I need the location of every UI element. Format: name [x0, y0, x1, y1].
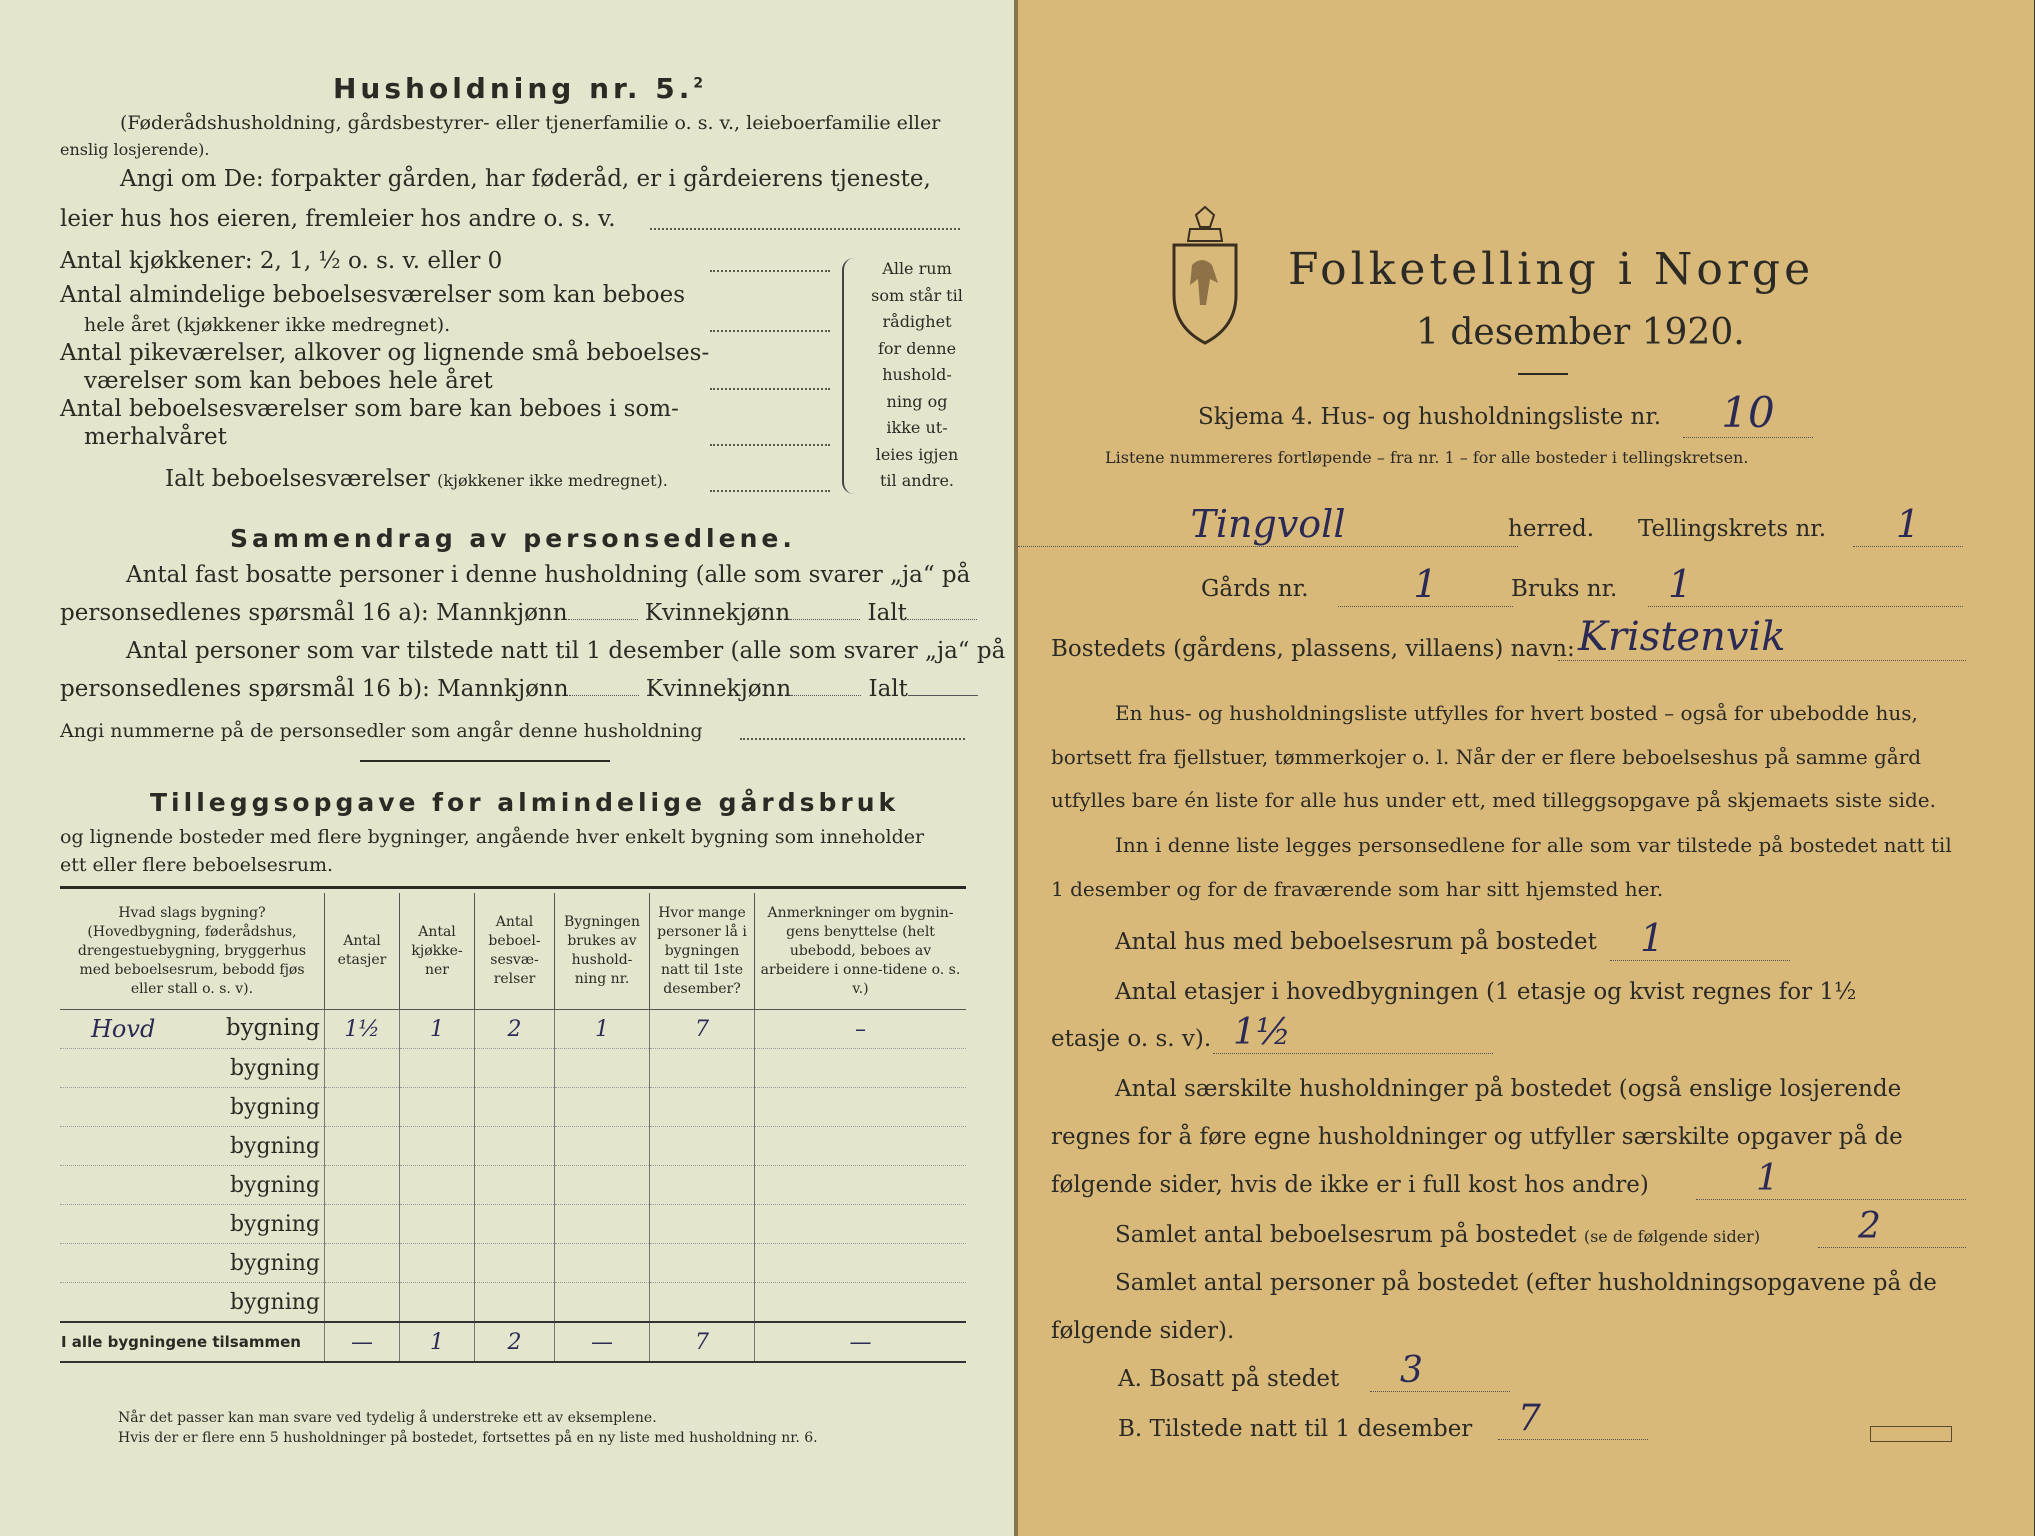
col-remarks: Anmerkninger om bygnin-gens benyttelse (helt ubebodd, beboes av arbeidere i onne-tidene o. s. v.) [755, 893, 967, 1010]
rooms-side-note: Alle rum som står til rådighet for denne hushold- ning og ikke ut- leies igjen til andre. [871, 259, 963, 490]
summary-line-1: Antal fast bosatte personer i denne husholdning (alle som svarer „ja“ på [126, 562, 971, 588]
info-line-5: 1 desember og for de fraværende som har sitt hjemsted her. [1051, 877, 1664, 901]
krets-value: 1 [1853, 502, 1963, 547]
gards-label: Gårds nr. [1201, 576, 1309, 602]
census-date: 1 desember 1920. [1416, 312, 1745, 353]
skjema-line: Skjema 4. Hus- og husholdningsliste nr. [1198, 404, 1662, 430]
q-etasjer-value: 1½ [1213, 1012, 1493, 1054]
q-bosatt: A. Bosatt på stedet [1118, 1366, 1340, 1392]
q-etasjer-2: etasje o. s. v). [1051, 1026, 1212, 1052]
tillegg-text-2: ett eller flere beboelsesrum. [60, 854, 334, 876]
table-total-row: I alle bygningene tilsammen — 1 2 — 7 — [60, 1322, 966, 1362]
q-pers-1: Samlet antal personer på bostedet (efter husholdningsopgavene på de [1115, 1270, 1937, 1296]
summary-title: Sammendrag av personsedlene. [230, 524, 796, 553]
q-rum-value: 2 [1818, 1206, 1966, 1248]
summary-line-2: personsedlenes spørsmål 16 a): Mannkjønn Kvinnekjønn Ialt [60, 600, 977, 626]
q-etasjer-1: Antal etasjer i hovedbygningen (1 etasje og kvist regnes for 1½ [1115, 979, 1857, 1005]
rooms-summer: Antal beboelsesværelser som bare kan beboes i som- [60, 396, 679, 422]
rooms-ordinary: Antal almindelige beboelsesværelser som kan beboes [60, 282, 686, 308]
q-hush-1: Antal særskilte husholdninger på bostedet (også enslige losjerende [1115, 1076, 1902, 1102]
rooms-summer-2: merhalvåret [84, 424, 227, 450]
angi-answer-line [650, 228, 960, 230]
rooms-small: Antal pikeværelser, alkover og lignende små beboelses- [60, 340, 710, 366]
krets-label: Tellingskrets nr. [1638, 516, 1827, 542]
table-row: bygning [60, 1088, 966, 1127]
q-hush-value: 1 [1696, 1158, 1966, 1200]
printer-mark [1870, 1426, 1952, 1442]
skjema-number: 10 [1683, 388, 1813, 438]
household-title: Husholdning nr. 5.$^2$ [333, 72, 708, 105]
tillegg-title: Tilleggsopgave for almindelige gårdsbruk [150, 788, 900, 817]
left-page [0, 0, 1016, 1536]
q-hus-value: 1 [1610, 916, 1790, 961]
q-bosatt-value: 3 [1370, 1350, 1510, 1392]
bruks-value: 1 [1648, 562, 1963, 607]
building-table [60, 893, 966, 1363]
footnote-1: Når det passer kan man svare ved tydelig å understreke ett av eksemplene. [118, 1410, 657, 1426]
coat-of-arms-icon [1166, 205, 1244, 345]
col-building-type: Hvad slags bygning? (Hovedbygning, føderådshus, drengestuebygning, bryggerhus med beboelsesrum, bebodd fjøs eller stall o. s. v). [60, 893, 325, 1010]
q-hush-3: følgende sider, hvis de ikke er i full kost hos andre) [1051, 1172, 1649, 1198]
household-intro-2: enslig losjerende). [60, 140, 210, 159]
herred-value: Tingvoll [1018, 502, 1518, 547]
footnote-2: Hvis der er flere enn 5 husholdninger på bostedet, fortsettes på en ny liste med husholdning nr. 6. [118, 1430, 818, 1446]
q-hus: Antal hus med beboelsesrum på bostedet [1115, 929, 1597, 955]
angi-line-1: Angi om De: forpakter gården, har føderåd, er i gårdeierens tjeneste, [120, 166, 931, 192]
right-page [1018, 0, 2034, 1536]
rooms-small-2: værelser som kan beboes hele året [84, 368, 493, 394]
col-household: Bygningen brukes av hushold-ning nr. [555, 893, 650, 1010]
listene-note: Listene nummereres fortløpende – fra nr. 1 – for alle bosteder i tellingskretsen. [1105, 448, 1749, 467]
info-line-2: bortsett fra fjellstuer, tømmerkojer o. l. Når der er flere beboelseshus på samme gård [1051, 745, 1922, 769]
col-persons: Hvor mange personer lå i bygningen natt til 1ste desember? [650, 893, 755, 1010]
table-row: bygning [60, 1127, 966, 1166]
col-floors: Antal etasjer [325, 893, 400, 1010]
table-row: bygning [60, 1049, 966, 1088]
summary-line-4: personsedlenes spørsmål 16 b): Mannkjønn Kvinnekjønn Ialt [60, 676, 978, 702]
table-row: bygning [60, 1244, 966, 1283]
gards-value: 1 [1338, 562, 1513, 607]
tillegg-text-1: og lignende bosteder med flere bygninger, angående hver enkelt bygning som inneholder [60, 826, 925, 848]
household-intro: (Føderådshusholdning, gårdsbestyrer- eller tjenerfamilie o. s. v., leieboerfamilie eller [120, 112, 941, 134]
rooms-kitchens: Antal kjøkkener: 2, 1, ½ o. s. v. eller 0 [60, 248, 503, 274]
info-line-3: utfylles bare én liste for alle hus under ett, med tilleggsopgave på skjemaets siste side. [1051, 788, 1936, 812]
rooms-total: Ialt beboelsesværelser (kjøkkener ikke medregnet). [165, 466, 668, 492]
col-kitchens: Antal kjøkke-ner [400, 893, 475, 1010]
rooms-brace [842, 258, 854, 494]
bruks-label: Bruks nr. [1511, 576, 1618, 602]
table-row: bygning [60, 1205, 966, 1244]
q-rum: Samlet antal beboelsesrum på bostedet (se de følgende sider) [1115, 1222, 1761, 1248]
table-row: Hovd bygning 1½ 1 2 1 7 – [60, 1010, 966, 1049]
q-pers-2: følgende sider). [1051, 1318, 1235, 1344]
herred-label: herred. [1508, 516, 1595, 542]
table-row: bygning [60, 1283, 966, 1323]
main-title: Folketelling i Norge [1288, 244, 1815, 295]
rooms-ordinary-2: hele året (kjøkkener ikke medregnet). [84, 314, 451, 336]
bosted-value: Kristenvik [1558, 614, 1966, 661]
q-tilstede-value: 7 [1498, 1398, 1648, 1440]
angi-line-2: leier hus hos eieren, fremleier hos andre o. s. v. [60, 206, 616, 232]
q-tilstede: B. Tilstede natt til 1 desember [1118, 1416, 1473, 1442]
info-line-1: En hus- og husholdningsliste utfylles for hvert bosted – også for ubebodde hus, [1115, 701, 1918, 725]
table-row: bygning [60, 1166, 966, 1205]
col-rooms: Antal beboel-sesvæ-relser [475, 893, 555, 1010]
angi-nummerne: Angi nummerne på de personsedler som angår denne husholdning [60, 720, 703, 742]
summary-line-3: Antal personer som var tilstede natt til 1 desember (alle som svarer „ja“ på [126, 638, 1006, 664]
info-line-4: Inn i denne liste legges personsedlene for alle som var tilstede på bostedet natt til [1115, 833, 1952, 857]
bosted-label: Bostedets (gårdens, plassens, villaens) navn: [1051, 636, 1575, 662]
q-hush-2: regnes for å føre egne husholdninger og utfyller særskilte opgaver på de [1051, 1124, 1903, 1150]
